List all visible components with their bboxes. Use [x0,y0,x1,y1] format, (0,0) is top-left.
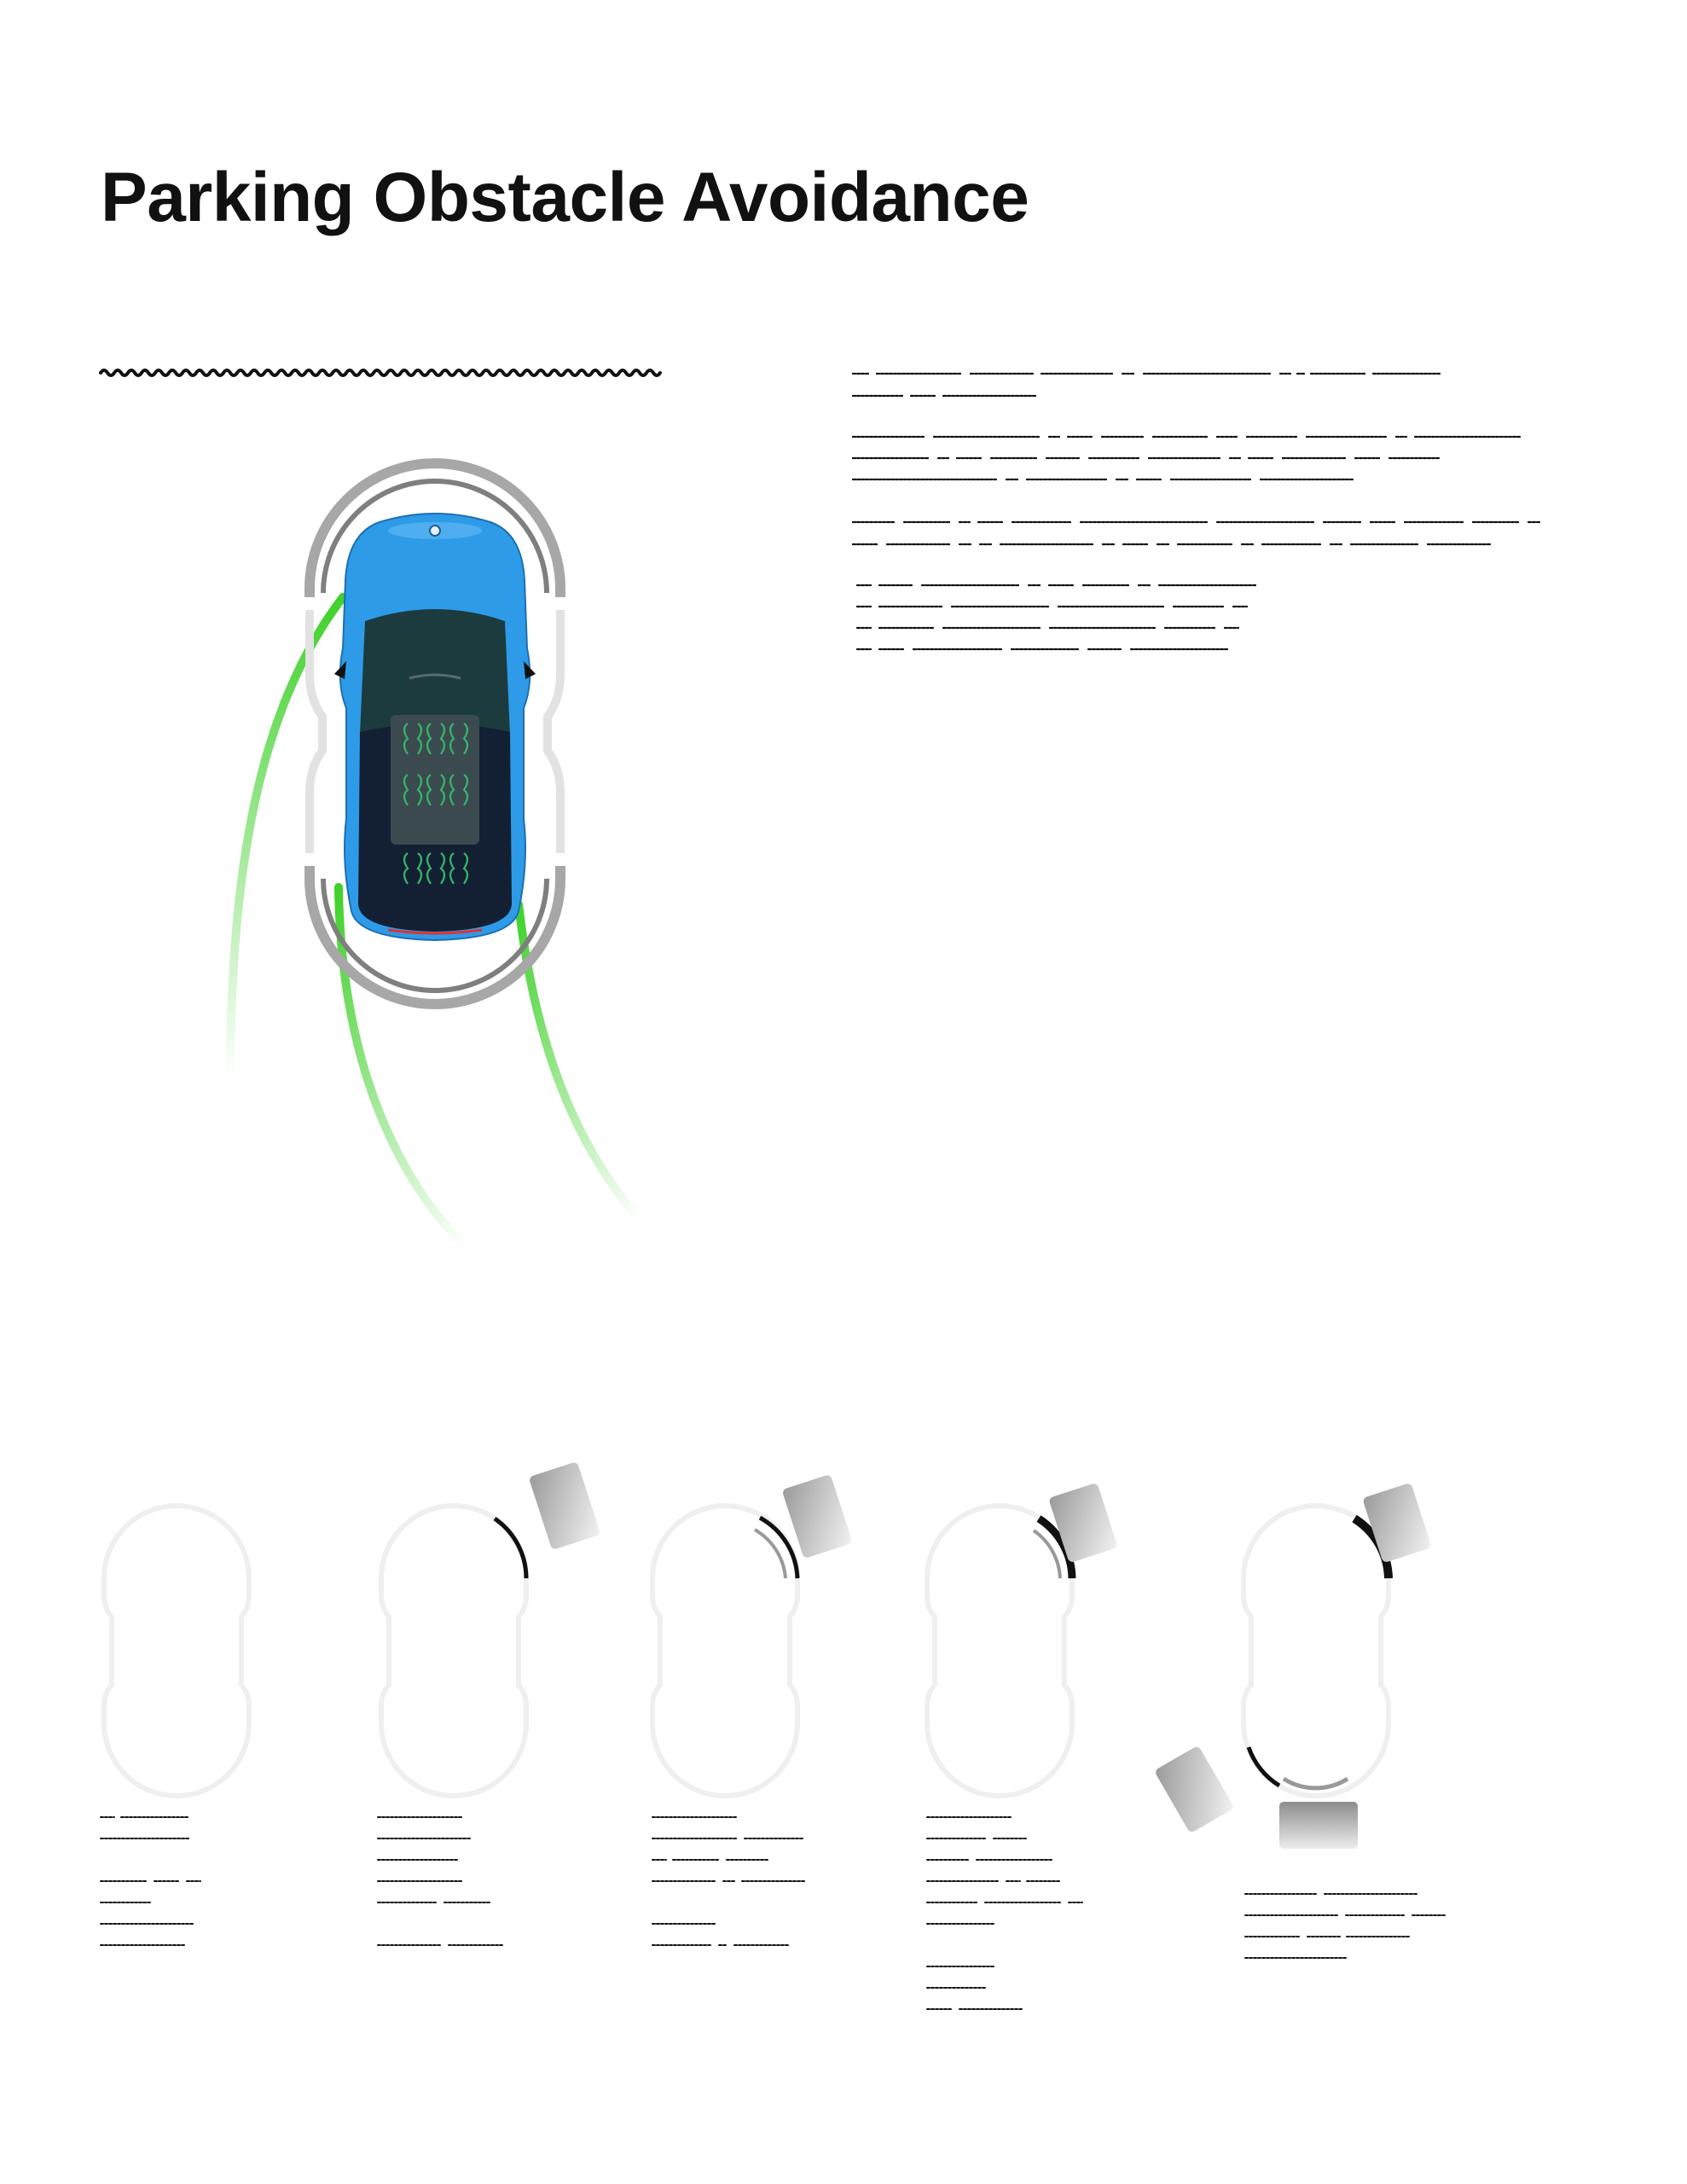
state-diagram-4 [927,1483,1118,1796]
sensor-outline [381,1506,526,1796]
state-caption-3 [652,1817,806,1945]
note-paragraph-3 [853,522,1540,544]
state-caption-5 [1245,1894,1445,1958]
note-paragraph-1 [853,374,1441,396]
car [334,514,536,940]
state-diagram-5 [1154,1483,1432,1849]
page-title: Parking Obstacle Avoidance [101,159,1029,236]
sensor-outline [1244,1506,1388,1796]
obstacle [1279,1802,1358,1849]
trajectory-rear-left [339,887,516,1288]
front-sensor-icon [430,526,440,536]
trajectory-rear-right [519,904,674,1254]
trajectory-front-left [230,597,343,1079]
obstacle [1048,1483,1118,1564]
state-diagram-1 [104,1506,249,1796]
sensor-outline [104,1506,249,1796]
main-figure [230,463,674,1288]
state-diagram-2 [381,1461,600,1796]
figure-caption [101,370,660,375]
notes-block [853,374,1540,649]
note-paragraph-4 [857,585,1257,649]
state-caption-2 [378,1817,504,1945]
note-paragraph-2 [853,437,1522,479]
obstacle [529,1461,601,1550]
state-diagram-3 [652,1474,853,1796]
state-caption-1 [101,1817,200,1945]
obstacle [1154,1745,1234,1834]
active-arc-front-right [495,1519,526,1578]
state-caption-4 [927,1817,1082,2009]
obstacle [1362,1483,1432,1564]
